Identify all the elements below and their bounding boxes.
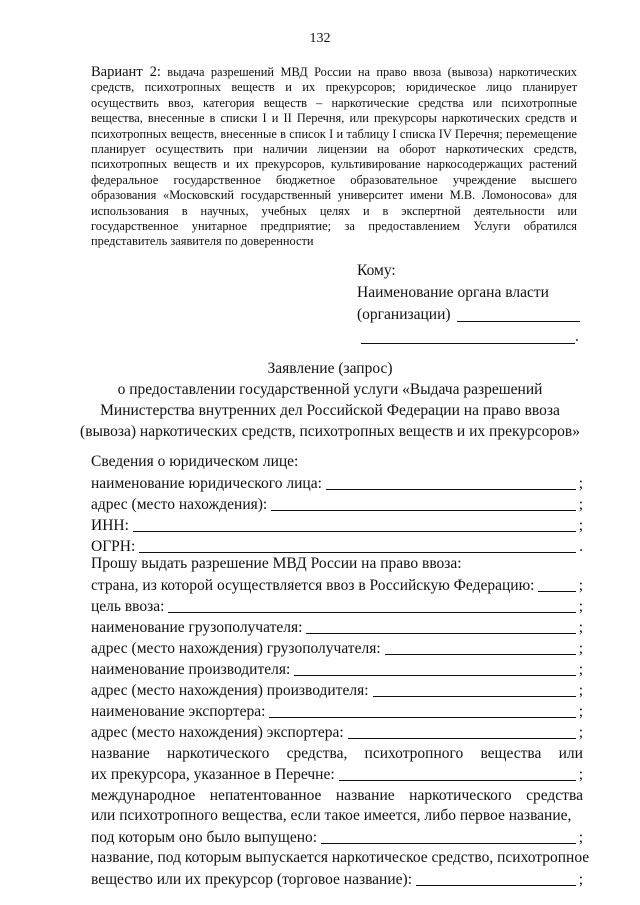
purpose-row [91,595,583,616]
exporter-address-input[interactable] [348,737,576,739]
import-request-heading: Прошу выдать разрешение МВД России на право ввоза: [91,555,462,572]
authority-name-label: Наименование органа власти [357,284,549,301]
semicolon: ; [578,724,583,741]
variant-text: выдача разрешений МВД России на право ввоза (вывоза) наркотических средств, психотропных веществ и их прекурсоров; юридическое лицо планирует осуществить ввоз, категория веществ – наркотические средства или психотропные вещества, внесенные в списки I и II Перечня, или прекурсоры наркотических средств и психотропных веществ, внесенные в список I и таблицу I списка IV Перечня; перемещение планирует осуществить при наличии лицензии на оборот наркотических средств, психотропных веществ и их прекурсоров, культивирование наркосодержащих растений федеральное государственное бюджетное образовательное учреждение высшего образования «Московский государственный университет имени М.В. Ломоносова» для использования в научных, учебных целях и в экспертной деятельности или государственное унитарное предприятие; за предоставлением Услуги обратился представитель заявителя по доверенности [91,65,577,249]
exporter-name-label: наименование экспортера: [91,703,266,720]
title-line-2: о предоставлении государственной услуги «Выдача разрешений [117,381,543,398]
manufacturer-address-input[interactable] [373,695,576,697]
inn-name-label-line [91,784,583,805]
consignee-name-input[interactable] [306,632,575,634]
inn-label: ИНН: [91,517,129,534]
manufacturer-address-row [91,679,583,700]
page-number: 132 [309,31,331,46]
semicolon: ; [578,475,583,492]
consignee-name-label: наименование грузополучателя: [91,619,303,636]
manufacturer-address-label: адрес (место нахождения) производителя: [91,682,369,699]
semicolon: ; [578,577,583,594]
trade-name-label-line: название, под которым выпускается наркотическое средство, психотропное [91,849,590,866]
semicolon: ; [578,598,583,615]
consignee-address-row [91,637,583,658]
consignee-address-label: адрес (место нахождения) грузополучателя: [91,640,381,657]
ogrn-label: ОГРН: [91,538,136,555]
semicolon: ; [578,871,583,888]
exporter-name-row [91,700,583,721]
substance-name-label: их прекурсора, указанное в Перечне: [91,766,335,783]
semicolon: ; [578,766,583,783]
manufacturer-name-input[interactable] [294,674,575,676]
legal-entity-name-input[interactable] [326,488,576,490]
inn-word: наркотического [409,787,512,804]
inn-name-row [91,826,583,847]
country-input[interactable] [538,590,575,592]
title-line-3: Министерства внутренних дел Российской Федерации на право ввоза [100,402,560,419]
organization-input[interactable] [457,307,580,322]
variant-lead: Вариант 2: [91,64,161,80]
inn-row [91,514,583,535]
consignee-name-row [91,616,583,637]
addressee-to-label: Кому: [357,262,396,279]
inn-input[interactable] [133,530,576,532]
legal-entity-address-row [91,493,583,514]
exporter-address-row [91,721,583,742]
legal-entity-name-row [91,472,583,493]
legal-entity-address-label: адрес (место нахождения): [91,496,268,513]
semicolon: ; [578,640,583,657]
semicolon: ; [578,661,583,678]
semicolon: ; [578,703,583,720]
manufacturer-name-row [91,658,583,679]
application-title [80,358,580,442]
legal-entity-address-input[interactable] [271,509,575,511]
substance-name-label-line [91,742,583,763]
exporter-address-label: адрес (место нахождения) экспортера: [91,724,344,741]
addressee-block [357,260,587,348]
legal-entity-name-label: наименование юридического лица: [91,475,322,492]
substance-word: или [558,745,583,762]
legal-entity-section [91,451,583,556]
end-mark: . [575,328,579,345]
trade-name-row [91,868,583,889]
substance-word: психотропного [364,745,464,762]
period: . [579,538,583,555]
substance-word: средства, [286,745,348,762]
trade-name-input[interactable] [416,884,576,886]
title-line-1: Заявление (запрос) [267,360,393,377]
substance-word: название [91,745,150,762]
inn-name-label: под которым оно было выпущено: [91,829,318,846]
legal-entity-heading: Сведения о юридическом лице: [91,453,299,470]
inn-word: название [335,787,395,804]
import-request-section [91,553,590,889]
inn-name-label-line-2: или психотропного вещества, если такое имеется, либо первое название, [91,807,572,824]
organization-second-line [357,326,587,348]
semicolon: ; [578,682,583,699]
purpose-input[interactable] [168,611,575,613]
substance-word: наркотического [166,745,270,762]
inn-word: международное [91,787,196,804]
inn-word: непатентованное [209,787,322,804]
inn-word: средства [526,787,583,804]
substance-word: вещества [480,745,542,762]
organization-label: (организации) [357,306,451,323]
semicolon: ; [578,517,583,534]
semicolon: ; [578,496,583,513]
organization-line [357,304,587,326]
organization-input-2[interactable] [361,329,575,344]
inn-name-input[interactable] [321,842,576,844]
purpose-label: цель ввоза: [91,598,165,615]
exporter-name-input[interactable] [269,716,575,718]
consignee-address-input[interactable] [385,653,576,655]
trade-name-label: вещество или их прекурсор (торговое название): [91,871,412,888]
country-row [91,574,583,595]
substance-name-input[interactable] [339,779,576,781]
substance-name-row [91,763,583,784]
country-label: страна, из которой осуществляется ввоз в Российскую Федерацию: [91,577,535,594]
manufacturer-name-label: наименование производителя: [91,661,291,678]
variant-description [91,65,577,250]
title-line-4: (вывоза) наркотических средств, психотропных веществ и их прекурсоров» [80,423,580,440]
semicolon: ; [578,829,583,846]
semicolon: ; [578,619,583,636]
